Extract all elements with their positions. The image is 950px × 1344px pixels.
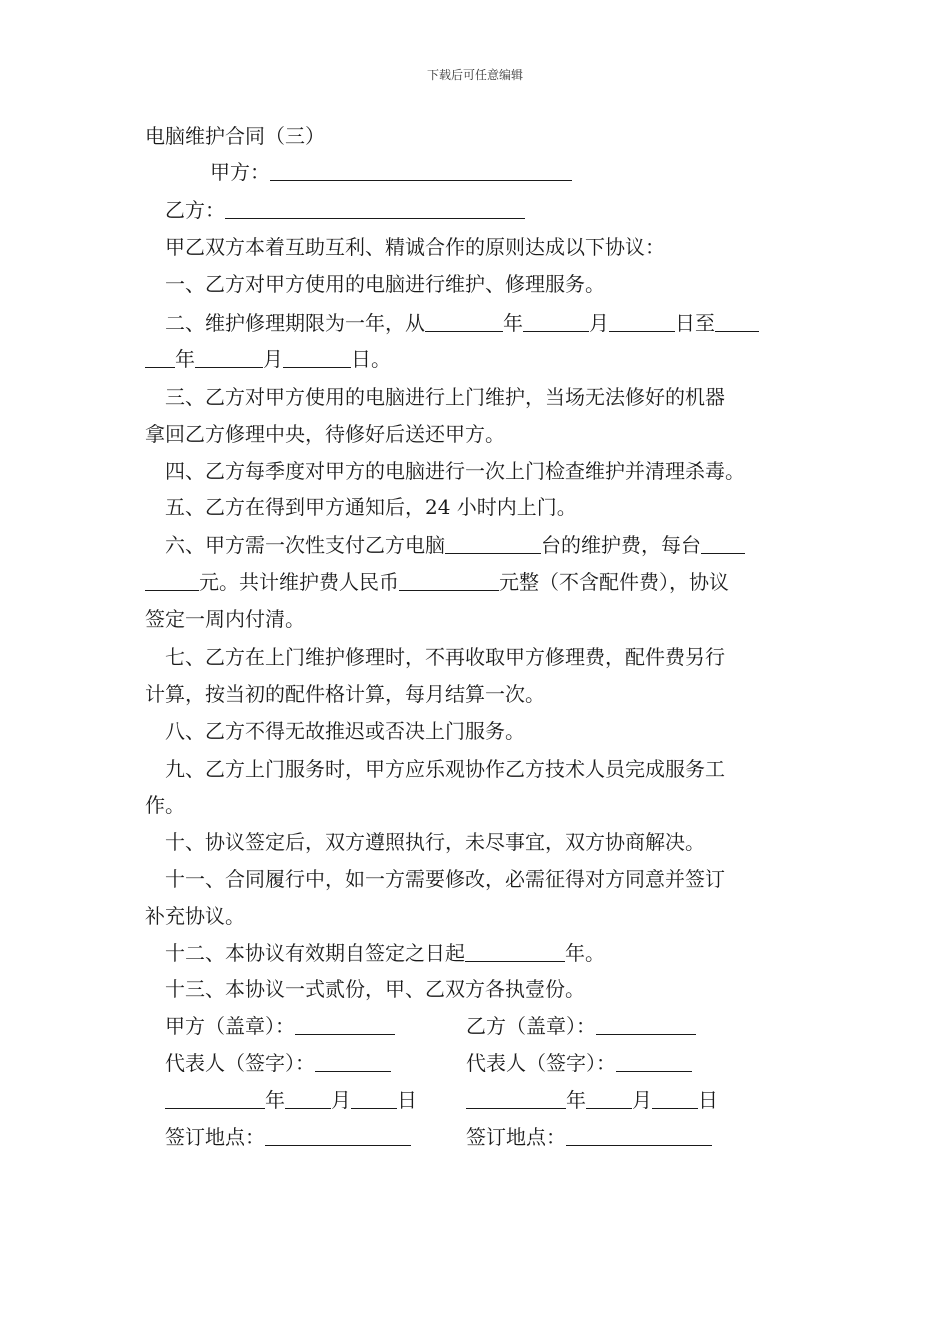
clause-7-line-2: 计算，按当初的配件格计算，每月结算一次。 bbox=[145, 682, 545, 706]
party-b-line bbox=[165, 198, 835, 222]
party-b-month-blank[interactable] bbox=[586, 1088, 632, 1109]
day-label: 日 bbox=[397, 1088, 417, 1112]
doc-title: 电脑维护合同（三） bbox=[145, 124, 325, 148]
day-label: 日。 bbox=[351, 347, 391, 371]
clause-2-line-1 bbox=[165, 311, 835, 335]
party-a-year-blank[interactable] bbox=[165, 1088, 265, 1109]
per-unit-fee-blank-part1[interactable] bbox=[701, 533, 745, 554]
clause-2-line-2 bbox=[145, 347, 815, 371]
party-b-seal-row bbox=[466, 1014, 696, 1038]
party-a-place-label: 签订地点： bbox=[165, 1125, 265, 1149]
party-b-seal-blank[interactable] bbox=[596, 1014, 696, 1035]
year-label: 年 bbox=[175, 347, 195, 371]
clause-7-line-1: 七、乙方在上门维护修理时，不再收取甲方修理费，配件费另行 bbox=[165, 645, 725, 669]
month-label: 月 bbox=[632, 1088, 652, 1112]
year-label: 年 bbox=[503, 311, 523, 335]
party-b-year-blank[interactable] bbox=[466, 1088, 566, 1109]
party-a-seal-blank[interactable] bbox=[295, 1014, 395, 1035]
party-a-line bbox=[210, 160, 880, 184]
clause-6-text: 台的维护费，每台 bbox=[541, 533, 701, 557]
party-a-seal-label: 甲方（盖章）： bbox=[165, 1014, 295, 1038]
clause-6-text: 六、甲方需一次性支付乙方电脑 bbox=[165, 533, 445, 557]
clause-6-text: 元。共计维护费人民币 bbox=[199, 570, 399, 594]
clause-6-line-3: 签定一周内付清。 bbox=[145, 607, 305, 631]
clause-12 bbox=[165, 941, 835, 965]
party-a-date-row bbox=[165, 1088, 417, 1112]
party-a-day-blank[interactable] bbox=[351, 1088, 397, 1109]
clause-2-text: 二、维护修理期限为一年，从 bbox=[165, 311, 425, 335]
clause-10: 十、协议签定后，双方遵照执行，未尽事宜，双方协商解决。 bbox=[165, 830, 705, 854]
total-fee-blank[interactable] bbox=[399, 570, 499, 591]
party-a-seal-row bbox=[165, 1014, 395, 1038]
validity-years-blank[interactable] bbox=[465, 941, 565, 962]
party-a-month-blank[interactable] bbox=[285, 1088, 331, 1109]
month-label: 月 bbox=[589, 311, 609, 335]
party-b-place-blank[interactable] bbox=[566, 1125, 712, 1146]
month-label: 月 bbox=[331, 1088, 351, 1112]
start-day-blank[interactable] bbox=[609, 311, 675, 332]
year-label: 年 bbox=[265, 1088, 285, 1112]
clause-12-text: 年。 bbox=[565, 941, 605, 965]
party-b-rep-blank[interactable] bbox=[616, 1051, 692, 1072]
clause-8: 八、乙方不得无故推迟或否决上门服务。 bbox=[165, 719, 525, 743]
party-b-seal-label: 乙方（盖章）： bbox=[466, 1014, 596, 1038]
party-b-day-blank[interactable] bbox=[652, 1088, 698, 1109]
party-a-label: 甲方： bbox=[210, 160, 270, 184]
end-day-blank[interactable] bbox=[283, 347, 351, 368]
party-a-rep-label: 代表人（签字）： bbox=[165, 1051, 315, 1075]
party-b-place-row bbox=[466, 1125, 712, 1149]
start-year-blank[interactable] bbox=[425, 311, 503, 332]
clause-6-line-2 bbox=[145, 570, 815, 594]
day-label: 日 bbox=[698, 1088, 718, 1112]
clause-11-line-1: 十一、合同履行中，如一方需要修改，必需征得对方同意并签订 bbox=[165, 867, 725, 891]
start-month-blank[interactable] bbox=[523, 311, 589, 332]
clause-6-text: 元整（不含配件费），协议 bbox=[499, 570, 729, 594]
party-b-blank[interactable] bbox=[225, 198, 525, 219]
clause-12-text: 十二、本协议有效期自签定之日起 bbox=[165, 941, 465, 965]
clause-4: 四、乙方每季度对甲方的电脑进行一次上门检查维护并清理杀毒。 bbox=[165, 459, 745, 483]
party-b-date-row bbox=[466, 1088, 718, 1112]
clause-11-line-2: 补充协议。 bbox=[145, 904, 245, 928]
party-b-label: 乙方： bbox=[165, 198, 225, 222]
party-a-place-blank[interactable] bbox=[265, 1125, 411, 1146]
party-a-place-row bbox=[165, 1125, 411, 1149]
party-b-rep-row bbox=[466, 1051, 692, 1075]
clause-9-line-1: 九、乙方上门服务时，甲方应乐观协作乙方技术人员完成服务工 bbox=[165, 757, 725, 781]
end-month-blank[interactable] bbox=[195, 347, 263, 368]
party-b-rep-label: 代表人（签字）： bbox=[466, 1051, 616, 1075]
clause-13: 十三、本协议一式贰份，甲、乙双方各执壹份。 bbox=[165, 977, 585, 1001]
clause-1: 一、乙方对甲方使用的电脑进行维护、修理服务。 bbox=[165, 272, 605, 296]
party-a-rep-blank[interactable] bbox=[315, 1051, 391, 1072]
header-note: 下载后可任意编辑 bbox=[426, 68, 523, 82]
end-year-blank-part2[interactable] bbox=[145, 347, 175, 368]
party-a-rep-row bbox=[165, 1051, 391, 1075]
day-to-label: 日至 bbox=[675, 311, 715, 335]
intro: 甲乙双方本着互助互利、精诚合作的原则达成以下协议： bbox=[165, 235, 665, 259]
clause-9-line-2: 作。 bbox=[145, 793, 185, 817]
end-year-blank-part1[interactable] bbox=[715, 311, 759, 332]
party-b-place-label: 签订地点： bbox=[466, 1125, 566, 1149]
clause-6-line-1 bbox=[165, 533, 835, 557]
month-label: 月 bbox=[263, 347, 283, 371]
per-unit-fee-blank-part2[interactable] bbox=[145, 570, 199, 591]
computer-count-blank[interactable] bbox=[445, 533, 541, 554]
clause-3-line-2: 拿回乙方修理中央，待修好后送还甲方。 bbox=[145, 422, 505, 446]
clause-5: 五、乙方在得到甲方通知后，24 小时内上门。 bbox=[165, 495, 577, 519]
party-a-blank[interactable] bbox=[270, 160, 572, 181]
year-label: 年 bbox=[566, 1088, 586, 1112]
clause-3-line-1: 三、乙方对甲方使用的电脑进行上门维护，当场无法修好的机器 bbox=[165, 385, 725, 409]
